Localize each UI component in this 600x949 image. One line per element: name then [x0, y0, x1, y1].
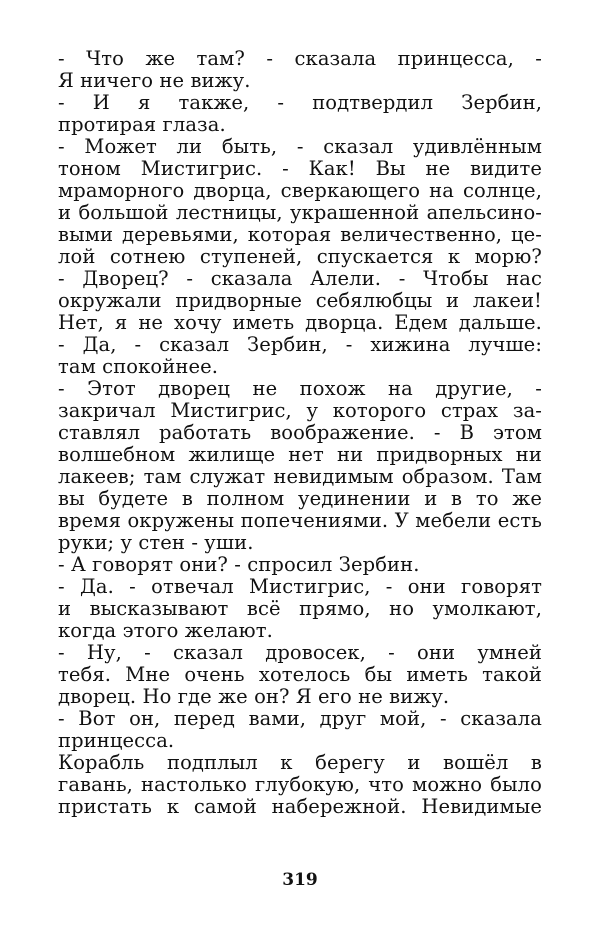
text-line-32: принцесса. [58, 729, 175, 752]
text-line-12: окружали придворные себялюбцы и лакеи! [58, 289, 542, 312]
text-line-3: - И я также, - подтвердил Зербин, [58, 91, 542, 114]
text-line-18: ставлял работать воображение. - В этом [58, 421, 542, 444]
text-line-9: выми деревьями, которая величественно, це- [58, 223, 542, 246]
text-line-21: вы будете в полном уединении и в то же [58, 487, 542, 510]
text-line-5: - Может ли быть, - сказал удивлённым [58, 135, 542, 158]
text-line-14: - Да, - сказал Зербин, - хижина лучше: [58, 333, 542, 356]
text-line-27: когда этого желают. [58, 619, 273, 642]
text-line-28: - Ну, - сказал дровосек, - они умней [58, 641, 542, 664]
text-line-1: - Что же там? - сказала принцесса, - [58, 47, 542, 70]
text-line-25: - Да. - отвечал Мистигрис, - они говорят [58, 575, 542, 598]
text-line-4: протирая глаза. [58, 113, 226, 136]
text-line-17: закричал Мистигрис, у которого страх за- [58, 399, 542, 422]
text-line-2: Я ничего не вижу. [58, 69, 251, 92]
text-line-20: лакеев; там служат невидимым образом. Там [58, 465, 542, 488]
text-line-13: Нет, я не хочу иметь дворца. Едем дальше. [58, 311, 542, 334]
text-line-35: пристать к самой набережной. Невидимые [58, 795, 542, 818]
text-line-24: - А говорят они? - спросил Зербин. [58, 553, 420, 576]
text-line-16: - Этот дворец не похож на другие, - [58, 377, 542, 400]
text-line-29: тебя. Мне очень хотелось бы иметь такой [58, 663, 542, 686]
text-line-10: лой сотнею ступеней, спускается к морю? [58, 245, 542, 268]
text-line-8: и большой лестницы, украшенной апельсино- [58, 201, 542, 224]
text-line-22: время окружены попечениями. У мебели есть [58, 509, 542, 532]
text-line-26: и высказывают всё прямо, но умолкают, [58, 597, 542, 620]
page-number: 319 [282, 870, 318, 890]
text-line-31: - Вот он, перед вами, друг мой, - сказала [58, 707, 542, 730]
text-line-7: мраморного дворца, сверкающего на солнце, [58, 179, 542, 202]
text-line-34: гавань, настолько глубокую, что можно было [58, 773, 542, 796]
text-line-23: руки; у стен - уши. [58, 531, 254, 554]
text-line-19: волшебном жилище нет ни придворных ни [58, 443, 542, 466]
text-line-30: дворец. Но где же он? Я его не вижу. [58, 685, 450, 708]
text-line-11: - Дворец? - сказала Алели. - Чтобы нас [58, 267, 542, 290]
text-line-33: Корабль подплыл к берегу и вошёл в [58, 751, 542, 774]
text-line-6: тоном Мистигрис. - Как! Вы не видите [58, 157, 542, 180]
text-line-15: там спокойнее. [58, 355, 219, 378]
